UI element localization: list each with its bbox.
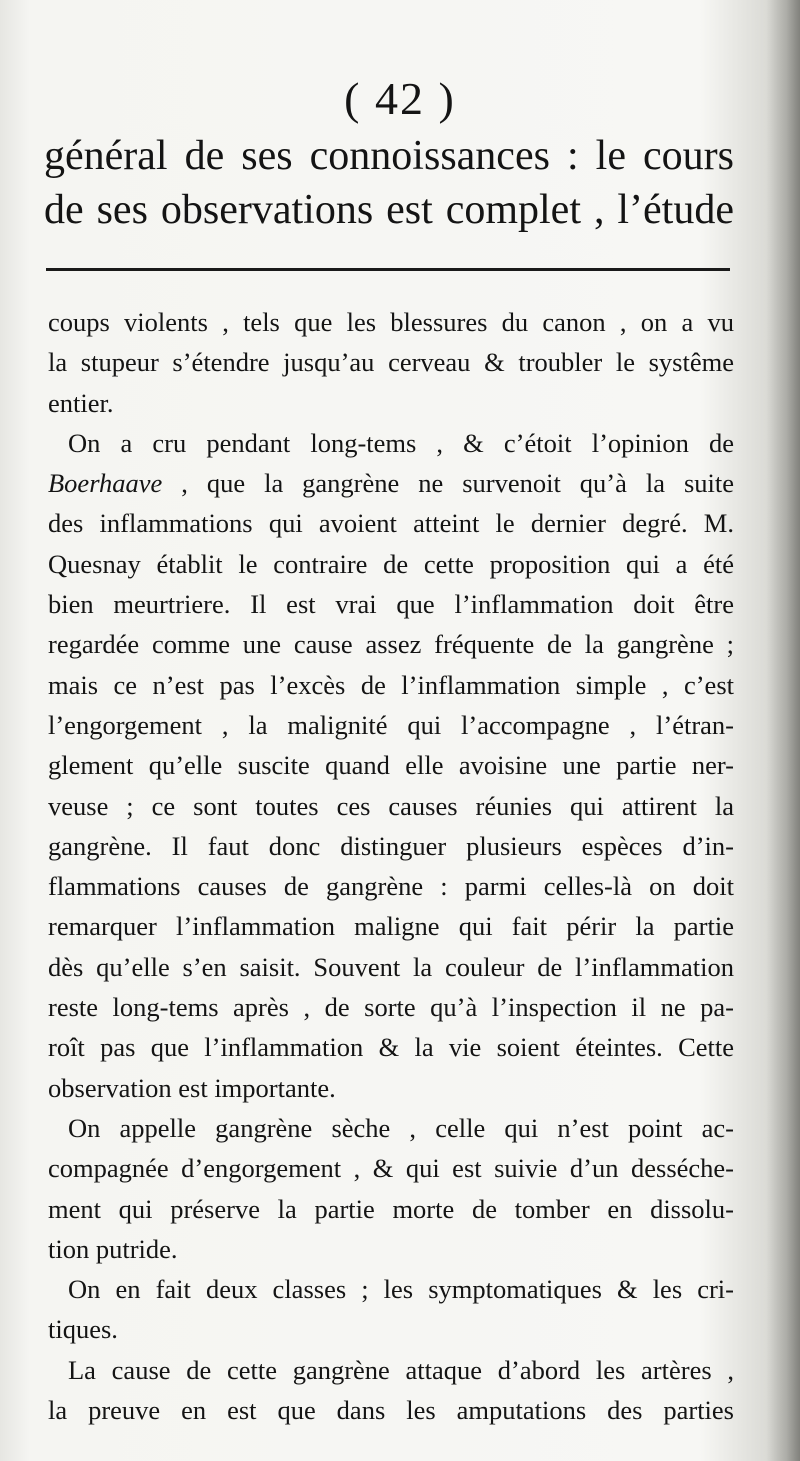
text-line: flammations causes de gangrène : parmi celles-là on doit: [48, 871, 734, 902]
text-line: l’engorgement , la malignité qui l’accompagne , l’étran-: [48, 709, 734, 740]
text-line: gangrène. Il faut donc distinguer plusieurs espèces d’in-: [48, 830, 734, 861]
page-binding-shadow: [766, 0, 800, 1461]
text-line: la stupeur s’étendre jusqu’au cerveau & troubler le systême: [48, 347, 734, 378]
text-line: Boerhaave , que la gangrène ne survenoit qu’à la suite: [48, 468, 734, 499]
body-text: [48, 302, 734, 1430]
text-line: On en fait deux classes ; les symptomatiques & les cri-: [68, 1274, 734, 1305]
text-line: entier.: [48, 387, 114, 418]
text-line: observation est importante.: [48, 1072, 336, 1103]
text-line: ment qui préserve la partie morte de tomber en dissolu-: [48, 1193, 734, 1224]
text-line: tion putride.: [48, 1233, 178, 1264]
text-line: La cause de cette gangrène attaque d’abord les artères ,: [68, 1354, 734, 1385]
text-line: des inflammations qui avoient atteint le dernier degré. M.: [48, 508, 734, 539]
running-head-line-2: de ses observations est complet , l’étude: [44, 187, 734, 233]
text-line: tiques.: [48, 1314, 118, 1345]
page-number: ( 42 ): [344, 73, 456, 124]
text-line: remarquer l’inflammation maligne qui fait périr la partie: [48, 911, 734, 942]
text-line: glement qu’elle suscite quand elle avoisine une partie ner-: [48, 750, 734, 781]
header-rule: [46, 268, 730, 271]
text-line: reste long-tems après , de sorte qu’à l’inspection il ne pa-: [48, 992, 734, 1023]
text-line: roît pas que l’inflammation & la vie soient éteintes. Cette: [48, 1032, 734, 1063]
text-line: compagnée d’engorgement , & qui est suivie d’un desséche-: [48, 1153, 734, 1184]
text-line: la preuve en est que dans les amputations des parties: [48, 1395, 734, 1426]
italic-name: Boerhaave: [48, 468, 163, 499]
text-line: On a cru pendant long-tems , & c’étoit l’opinion de: [68, 427, 734, 458]
text-line: dès qu’elle s’en saisit. Souvent la couleur de l’inflammation: [48, 951, 734, 982]
text-line: regardée comme une cause assez fréquente de la gangrène ;: [48, 629, 734, 660]
text-line: Quesnay établit le contraire de cette proposition qui a été: [48, 548, 734, 579]
text-line: coups violents , tels que les blessures du canon , on a vu: [48, 307, 734, 337]
running-head-line-1: général de ses connoissances : le cours: [44, 133, 734, 179]
text-line: On appelle gangrène sèche , celle qui n’est point ac-: [68, 1112, 734, 1143]
text-line: bien meurtriere. Il est vrai que l’inflammation doit être: [48, 589, 734, 620]
text-line: mais ce n’est pas l’excès de l’inflammation simple , c’est: [48, 669, 734, 700]
text-line: veuse ; ce sont toutes ces causes réunies qui attirent la: [48, 790, 734, 821]
